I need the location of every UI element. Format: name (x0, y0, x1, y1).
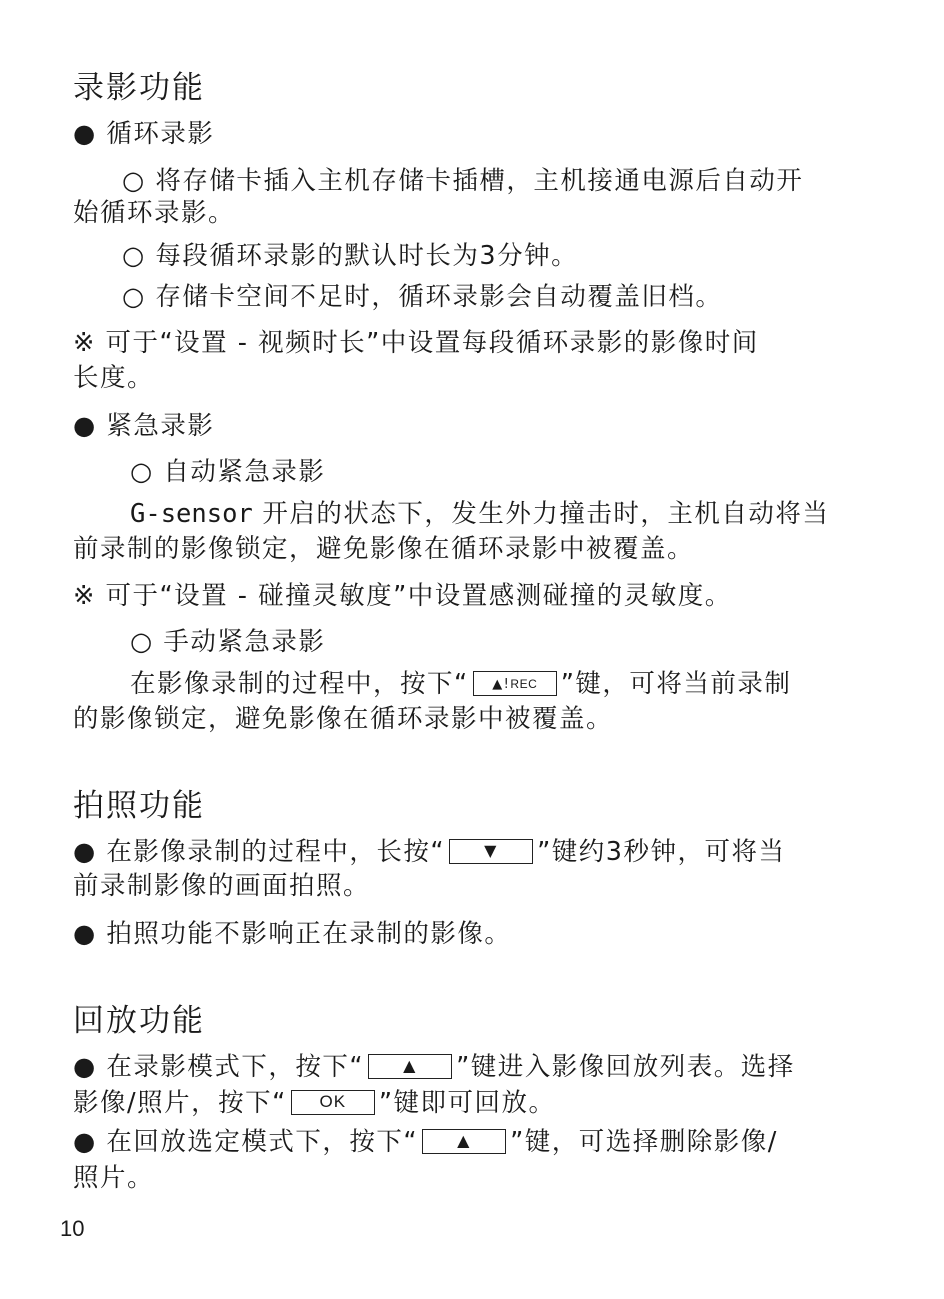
g-sensor-term: G-sensor (130, 499, 253, 529)
playback-bullet-2a-pre: ● 在回放选定模式下，按下“ (73, 1127, 419, 1157)
rec-key-button (473, 671, 557, 696)
note-video-length-a: ※ 可于“设置 - 视频时长”中设置每段循环录影的影像时间 (73, 328, 759, 358)
playback-bullet-1a (73, 1051, 795, 1083)
playback-bullet-1a-post: ”键进入影像回放列表。选择 (456, 1052, 795, 1082)
playback-bullet-2a (73, 1126, 778, 1158)
rec-key-label: REC (510, 676, 538, 691)
loop-record-text-3: ○ 存储卡空间不足时，循环录影会自动覆盖旧档。 (122, 282, 723, 312)
manual-emergency-text-a-post: ”键，可将当前录制 (560, 669, 792, 699)
auto-emergency-label: ○ 自动紧急录影 (130, 457, 326, 487)
photo-bullet-1a-post: ”键约3秒钟，可将当 (537, 837, 786, 867)
section-title-record: 录影功能 (73, 70, 205, 106)
loop-record-text-1a: ○ 将存储卡插入主机存储卡插槽，主机接通电源后自动开 (122, 166, 804, 196)
playback-bullet-1b-post: ”键即可回放。 (378, 1088, 556, 1118)
playback-bullet-1b-pre: 影像/照片，按下“ (73, 1088, 287, 1118)
ok-key-label: OK (319, 1091, 347, 1111)
photo-bullet-1a (73, 836, 786, 868)
photo-bullet-1b: 前录制影像的画面拍照。 (73, 871, 371, 901)
manual-emergency-text-a-pre: 在影像录制的过程中，按下“ (130, 669, 469, 699)
emergency-record-bullet: ● 紧急录影 (73, 411, 215, 441)
playback-bullet-2b: 照片。 (73, 1163, 155, 1193)
photo-bullet-1a-pre: ● 在影像录制的过程中，长按“ (73, 837, 446, 867)
up-arrow-icon: ▲ (457, 1130, 471, 1150)
playback-bullet-1b (73, 1087, 556, 1119)
ok-key-button (291, 1090, 375, 1115)
playback-bullet-2a-post: ”键，可选择删除影像/ (510, 1127, 778, 1157)
auto-emergency-text-a (130, 498, 829, 530)
section-title-playback: 回放功能 (73, 1003, 205, 1039)
up-arrow-icon: ▲ (403, 1055, 417, 1075)
auto-emergency-text-a-rest: 开启的状态下，发生外力撞击时，主机自动将当 (252, 499, 830, 529)
photo-bullet-2: ● 拍照功能不影响正在录制的影像。 (73, 919, 512, 949)
playback-bullet-1a-pre: ● 在录影模式下，按下“ (73, 1052, 365, 1082)
manual-emergency-text-a (130, 668, 791, 700)
up-key-button (368, 1054, 452, 1079)
up-key-button-2 (422, 1129, 506, 1154)
page-number: 10 (60, 1216, 85, 1241)
loop-record-bullet: ● 循环录影 (73, 119, 215, 149)
loop-record-text-1b: 始循环录影。 (73, 198, 236, 228)
loop-record-text-2: ○ 每段循环录影的默认时长为3分钟。 (122, 241, 579, 271)
note-sensitivity: ※ 可于“设置 - 碰撞灵敏度”中设置感测碰撞的灵敏度。 (73, 581, 732, 611)
manual-emergency-text-b: 的影像锁定，避免影像在循环录影中被覆盖。 (73, 704, 614, 734)
section-title-photo: 拍照功能 (73, 788, 205, 824)
down-arrow-icon: ▼ (484, 840, 498, 860)
down-key-button (449, 839, 533, 864)
note-video-length-b: 长度。 (73, 363, 155, 393)
warning-triangle-icon: ▲! (492, 676, 511, 692)
manual-emergency-label: ○ 手动紧急录影 (130, 627, 326, 657)
auto-emergency-text-b: 前录制的影像锁定，避免影像在循环录影中被覆盖。 (73, 534, 695, 564)
